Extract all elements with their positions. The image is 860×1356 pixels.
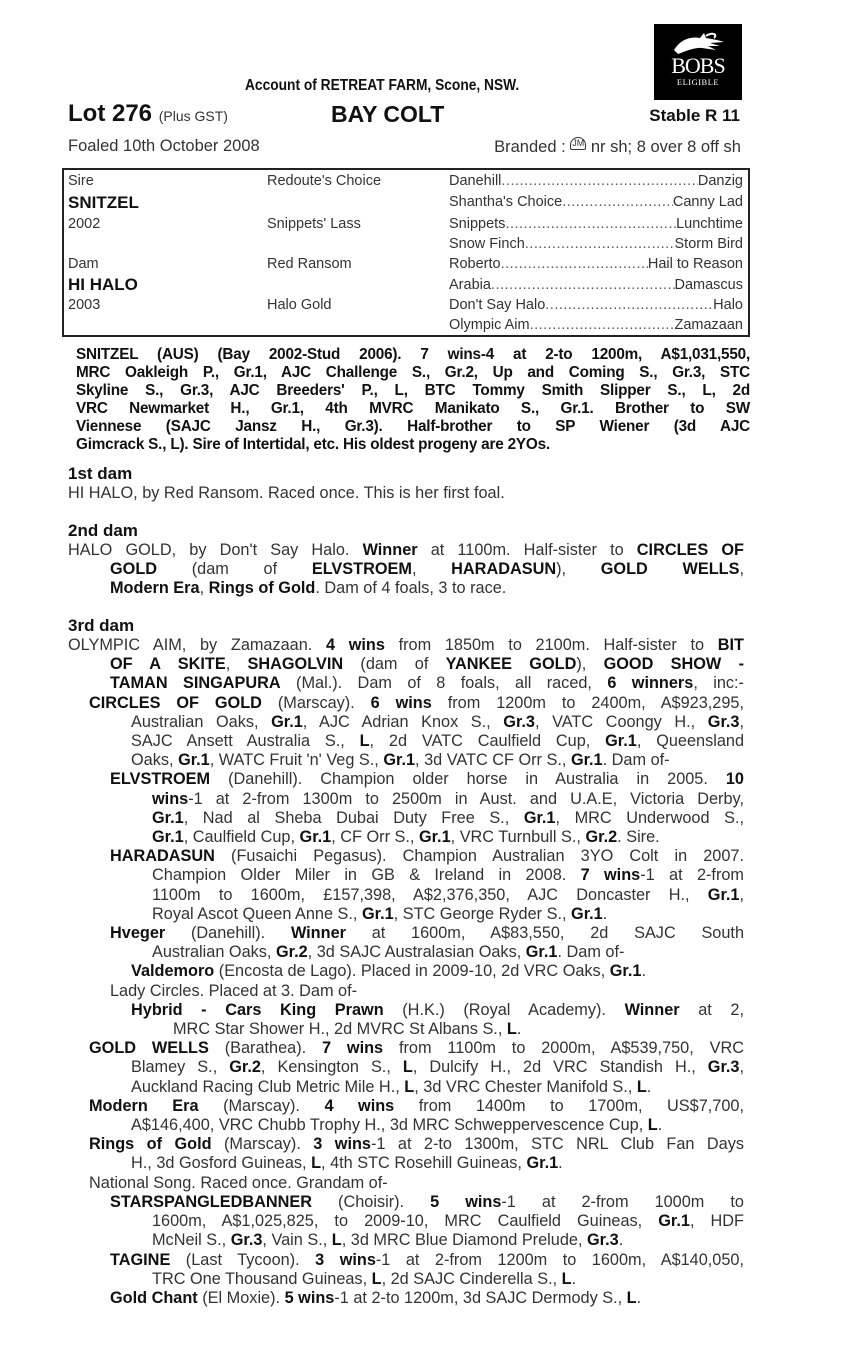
text-line: Modern Era, Rings of Gold. Dam of 4 foals, 3 to race. <box>110 579 507 598</box>
pedigree-gen3-row <box>449 194 743 210</box>
sire-label: Sire <box>68 173 94 189</box>
ancestor: Snow Finch <box>449 236 525 252</box>
branded-detail: nr sh; 8 over 8 off sh <box>590 138 741 156</box>
text-line: HARADASUN (Fusaichi Pegasus). Champion Australian 3YO Colt in 2007. <box>110 847 744 866</box>
text-line: GOLD WELLS (Barathea). 7 wins from 1100m to 2000m, A$539,750, VRC <box>89 1039 744 1058</box>
dam-dam: Halo Gold <box>267 297 332 313</box>
leader-dots <box>545 297 713 313</box>
ancestor-sire: Lunchtime <box>676 216 743 232</box>
pedigree-gen3-row <box>449 317 743 333</box>
leader-dots <box>501 256 648 272</box>
logo-bobs-text: BOBS <box>671 53 725 78</box>
ancestor-sire: Halo <box>713 297 743 313</box>
text-line: Valdemoro (Encosta de Lago). Placed in 2009-10, 2d VRC Oaks, Gr.1. <box>131 962 646 981</box>
branded-label: Branded : <box>494 138 566 156</box>
summary-line: SNITZEL (AUS) (Bay 2002-Stud 2006). 7 wins-4 at 2-to 1200m, A$1,031,550, <box>76 346 750 363</box>
ancestor-sire: Damascus <box>674 277 743 293</box>
lot-number <box>68 100 228 128</box>
text-line: TRC One Thousand Guineas, L, 2d SAJC Cinderella S., L. <box>152 1269 577 1288</box>
text-line: SAJC Ansett Australia S., L, 2d VATC Caulfield Cup, Gr.1, Queensland <box>131 732 744 751</box>
foaled-date: Foaled 10th October 2008 <box>68 137 260 155</box>
text-line: Blamey S., Gr.2, Kensington S., L, Dulcify H., 2d VRC Standish H., Gr.3, <box>131 1058 744 1077</box>
text-line: Hybrid - Cars King Prawn (H.K.) (Royal Academy). Winner at 2, <box>131 1000 744 1019</box>
text-line: 1100m to 1600m, £157,398, A$2,376,350, AJC Doncaster H., Gr.1, <box>152 885 744 904</box>
vendor-account: Account of RETREAT FARM, Scone, NSW. <box>245 77 520 94</box>
text-line: National Song. Raced once. Grandam of- <box>89 1173 388 1192</box>
ancestor: Olympic Aim <box>449 317 530 333</box>
sire-sire: Redoute's Choice <box>267 173 382 189</box>
sire-summary <box>76 346 750 454</box>
text-line: McNeil S., Gr.3, Vain S., L, 3d MRC Blue Diamond Prelude, Gr.3. <box>152 1231 624 1250</box>
dam-sire: Red Ransom <box>267 256 352 272</box>
pedigree-gen3-row <box>449 173 743 189</box>
leader-dots <box>530 317 675 333</box>
pedigree-gen3-row <box>449 216 743 232</box>
third-dam-text <box>68 636 744 1308</box>
ancestor: Danehill <box>449 173 502 189</box>
second-dam-heading: 2nd dam <box>68 521 138 540</box>
text-line: Australian Oaks, Gr.2, 3d SAJC Australasian Oaks, Gr.1. Dam of- <box>152 943 625 962</box>
lot-label: Lot 276 <box>68 100 153 127</box>
text-line: Champion Older Miler in GB & Ireland in 2008. 7 wins-1 at 2-from <box>152 866 744 885</box>
sire-name: SNITZEL <box>68 193 139 212</box>
ancestor-sire: Storm Bird <box>674 236 743 252</box>
ancestor: Shantha's Choice <box>449 194 563 210</box>
text-line: ELVSTROEM (Danehill). Champion older horse in Australia in 2005. 10 <box>110 770 744 789</box>
text-line: Rings of Gold (Marscay). 3 wins-1 at 2-to 1300m, STC NRL Club Fan Days <box>89 1135 745 1154</box>
text-line: STARSPANGLEDBANNER (Choisir). 5 wins-1 at 2-from 1000m to <box>110 1192 744 1211</box>
leader-dots <box>562 194 673 210</box>
ancestor-sire: Danzig <box>697 173 743 189</box>
first-dam-text: HI HALO, by Red Ransom. Raced once. This is her first foal. <box>68 484 505 502</box>
ancestor: Don't Say Halo <box>449 297 546 313</box>
summary-line: Viennese (SAJC Jansz H., Gr.3). Half-brother to SP Wiener (3d AJC <box>76 418 750 435</box>
text-line: Royal Ascot Queen Anne S., Gr.1, STC George Ryder S., Gr.1. <box>152 904 608 923</box>
summary-line: VRC Newmarket H., Gr.1, 4th MVRC Manikato S., Gr.1. Brother to SW <box>76 400 750 417</box>
text-line: OF A SKITE, SHAGOLVIN (dam of YANKEE GOLD), GOOD SHOW - <box>110 655 744 674</box>
text-line: Gold Chant (El Moxie). 5 wins-1 at 2-to 1200m, 3d SAJC Dermody S., L. <box>110 1288 642 1307</box>
text-line: wins-1 at 2-from 1300m to 2500m in Aust. and U.A.E, Victoria Derby, <box>152 789 744 808</box>
text-line: Auckland Racing Club Metric Mile H., L, 3d VRC Chester Manifold S., L. <box>131 1077 652 1096</box>
dam-year: 2003 <box>68 297 101 313</box>
third-dam-heading: 3rd dam <box>68 616 135 635</box>
first-dam-heading: 1st dam <box>68 464 133 483</box>
horse-sex-colour: BAY COLT <box>331 101 445 127</box>
text-line: GOLD (dam of ELVSTROEM, HARADASUN), GOLD WELLS, <box>110 560 744 579</box>
second-dam-text <box>68 541 744 599</box>
text-line: Hveger (Danehill). Winner at 1600m, A$83,550, 2d SAJC South <box>110 924 744 943</box>
text-line: Gr.1, Nad al Sheba Dubai Duty Free S., Gr.1, MRC Underwood S., <box>152 808 744 827</box>
text-line: Modern Era (Marscay). 4 wins from 1400m to 1700m, US$7,700, <box>89 1096 744 1115</box>
ancestor-sire: Zamazaan <box>674 317 743 333</box>
text-line: TAGINE (Last Tycoon). 3 wins-1 at 2-from 1200m to 1600m, A$140,050, <box>110 1250 744 1269</box>
stable-location: Stable R 11 <box>649 106 740 125</box>
summary-line: Gimcrack S., L). Sire of Intertidal, etc. His oldest progeny are 2YOs. <box>76 436 550 453</box>
ancestor: Snippets <box>449 216 506 232</box>
logo-eligible-text: ELIGIBLE <box>676 77 720 87</box>
summary-line: Skyline S., Gr.3, AJC Breeders' P., L, BTC Tommy Smith Slipper S., L, 2d <box>76 382 750 399</box>
ancestor-sire: Canny Lad <box>672 194 743 210</box>
ancestor-sire: Hail to Reason <box>647 256 743 272</box>
sire-year: 2002 <box>68 216 101 232</box>
leader-dots <box>505 216 676 232</box>
ancestor: Roberto <box>449 256 501 272</box>
text-line: MRC Star Shower H., 2d MVRC St Albans S., L. <box>173 1020 522 1039</box>
text-line: Oaks, Gr.1, WATC Fruit 'n' Veg S., Gr.1, 3d VATC CF Orr S., Gr.1. Dam of- <box>131 751 670 770</box>
text-line: Lady Circles. Placed at 3. Dam of- <box>110 981 358 1000</box>
brand-mark-icon: JM <box>572 138 585 148</box>
summary-line: MRC Oakleigh P., Gr.1, AJC Challenge S., Gr.2, Up and Coming S., Gr.3, STC <box>76 364 750 381</box>
pedigree-gen3-row <box>449 297 743 313</box>
text-line: CIRCLES OF GOLD (Marscay). 6 wins from 1200m to 2400m, A$923,295, <box>89 693 744 712</box>
text-line: OLYMPIC AIM, by Zamazaan. 4 wins from 1850m to 2100m. Half-sister to BIT <box>68 636 744 654</box>
pedigree-gen3-row <box>449 256 743 272</box>
dam-label: Dam <box>68 256 99 272</box>
text-line: Australian Oaks, Gr.1, AJC Adrian Knox S., Gr.3, VATC Coongy H., Gr.3, <box>131 712 744 731</box>
text-line: H., 3d Gosford Guineas, L, 4th STC Rosehill Guineas, Gr.1. <box>131 1154 563 1173</box>
text-line: Gr.1, Caulfield Cup, Gr.1, CF Orr S., Gr.1, VRC Turnbull S., Gr.2. Sire. <box>152 828 660 847</box>
bobs-eligible-logo <box>654 24 742 100</box>
pedigree-gen3-row <box>449 277 743 293</box>
leader-dots <box>501 173 697 189</box>
lot-gst-note: (Plus GST) <box>158 108 228 124</box>
text-line: TAMAN SINGAPURA (Mal.). Dam of 8 foals, all raced, 6 winners, inc:- <box>110 674 744 693</box>
sire-dam: Snippets' Lass <box>267 216 361 232</box>
ancestor: Arabia <box>449 277 491 293</box>
text-line: HALO GOLD, by Don't Say Halo. Winner at 1100m. Half-sister to CIRCLES OF <box>68 541 744 559</box>
text-line: A$146,400, VRC Chubb Trophy H., 3d MRC Schweppervescence Cup, L. <box>131 1116 663 1135</box>
text-line: 1600m, A$1,025,825, to 2009-10, MRC Caulfield Guineas, Gr.1, HDF <box>152 1212 744 1231</box>
pedigree-table <box>62 168 750 337</box>
dam-name: HI HALO <box>68 275 138 294</box>
leader-dots <box>525 236 675 252</box>
leader-dots <box>491 277 675 293</box>
branding-info <box>494 137 741 157</box>
pedigree-gen3-row <box>449 236 743 252</box>
